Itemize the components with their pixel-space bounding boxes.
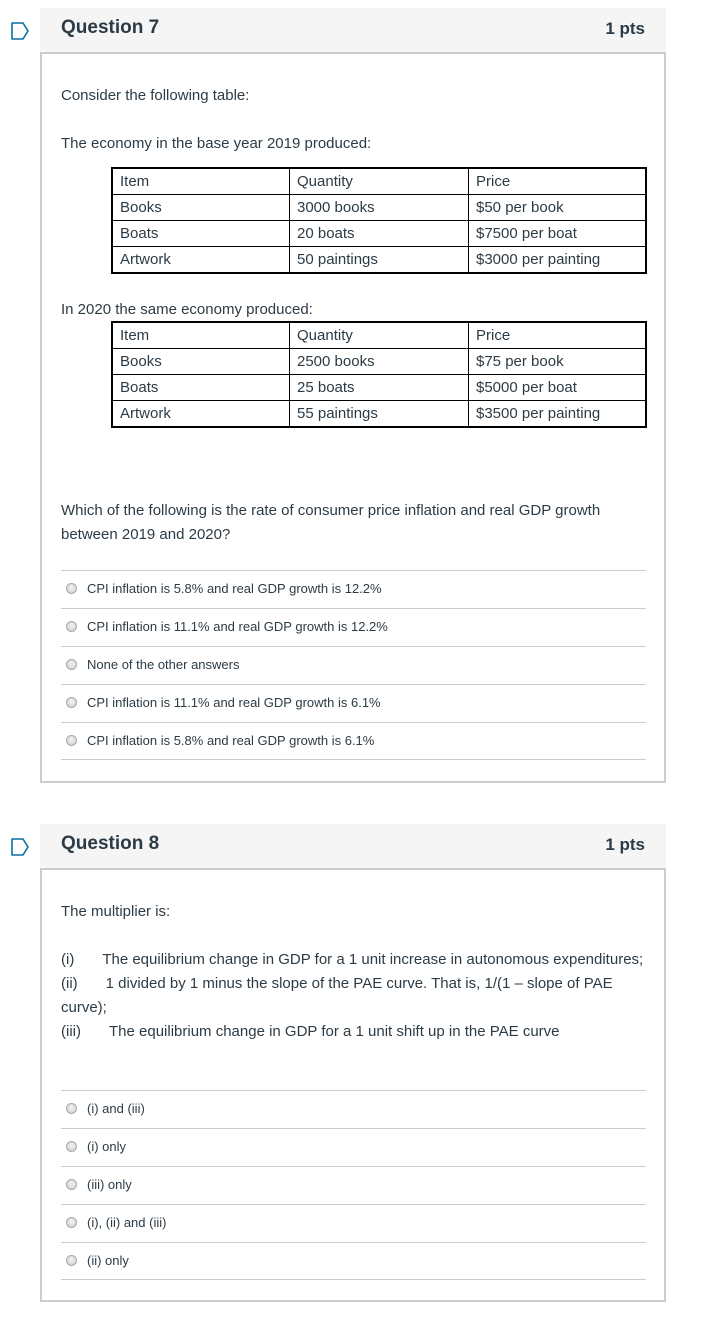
question-intro: The multiplier is: bbox=[61, 903, 171, 920]
table-row bbox=[112, 375, 646, 401]
question-8 bbox=[40, 824, 666, 1302]
radio-button[interactable] bbox=[66, 659, 77, 670]
radio-button[interactable] bbox=[66, 1141, 77, 1152]
radio-button[interactable] bbox=[66, 1103, 77, 1114]
item-number: (iii) bbox=[61, 1023, 81, 1040]
table-caption: In 2020 the same economy produced: bbox=[61, 301, 313, 318]
question-title: Question 7 bbox=[61, 17, 160, 38]
answer-label[interactable]: CPI inflation is 5.8% and real GDP growth is 12.2% bbox=[87, 581, 382, 596]
multiplier-item bbox=[61, 948, 646, 972]
question-body bbox=[40, 54, 666, 783]
table-cell: Quantity bbox=[290, 168, 469, 195]
item-text: The equilibrium change in GDP for a 1 unit shift up in the PAE curve bbox=[109, 1023, 560, 1040]
table-row bbox=[112, 349, 646, 375]
question-header bbox=[40, 8, 666, 54]
table-cell: 25 boats bbox=[290, 375, 469, 401]
table-row bbox=[112, 247, 646, 274]
table-cell: 3000 books bbox=[290, 195, 469, 221]
answer-option[interactable] bbox=[61, 1204, 646, 1242]
answer-option[interactable] bbox=[61, 1166, 646, 1204]
table-row bbox=[112, 195, 646, 221]
multiplier-item bbox=[61, 1020, 646, 1044]
answer-option[interactable] bbox=[61, 722, 646, 760]
table-cell: Artwork bbox=[112, 401, 290, 428]
answer-option[interactable] bbox=[61, 1090, 646, 1128]
radio-button[interactable] bbox=[66, 583, 77, 594]
answer-label[interactable]: (i) and (iii) bbox=[87, 1101, 145, 1116]
table-cell: Item bbox=[112, 322, 290, 349]
table-cell: Boats bbox=[112, 221, 290, 247]
answer-list bbox=[61, 570, 646, 760]
radio-button[interactable] bbox=[66, 1179, 77, 1190]
answer-option[interactable] bbox=[61, 1128, 646, 1166]
answer-option[interactable] bbox=[61, 1242, 646, 1280]
table-cell: Price bbox=[469, 322, 647, 349]
answer-option[interactable] bbox=[61, 608, 646, 646]
table-row bbox=[112, 322, 646, 349]
answer-option[interactable] bbox=[61, 684, 646, 722]
table-cell: Artwork bbox=[112, 247, 290, 274]
table-row bbox=[112, 221, 646, 247]
table-cell: $7500 per boat bbox=[469, 221, 647, 247]
question-points: 1 pts bbox=[605, 19, 645, 38]
radio-button[interactable] bbox=[66, 621, 77, 632]
table-cell: Quantity bbox=[290, 322, 469, 349]
table-row bbox=[112, 168, 646, 195]
question-prompt: Which of the following is the rate of consumer price inflation and real GDP growth between 2019 and 2020? bbox=[61, 502, 601, 543]
answer-label[interactable]: (i), (ii) and (iii) bbox=[87, 1215, 167, 1230]
answer-option[interactable] bbox=[61, 570, 646, 608]
table-cell: Price bbox=[469, 168, 647, 195]
table-cell: 2500 books bbox=[290, 349, 469, 375]
question-body bbox=[40, 870, 666, 1302]
answer-label[interactable]: CPI inflation is 11.1% and real GDP growth is 6.1% bbox=[87, 695, 381, 710]
radio-button[interactable] bbox=[66, 697, 77, 708]
radio-button[interactable] bbox=[66, 1255, 77, 1266]
answer-label[interactable]: (iii) only bbox=[87, 1177, 132, 1192]
radio-button[interactable] bbox=[66, 735, 77, 746]
multiplier-items bbox=[61, 948, 646, 1044]
year-2020-table bbox=[111, 321, 647, 428]
bookmark-flag-icon[interactable] bbox=[11, 838, 29, 856]
answer-label[interactable]: CPI inflation is 5.8% and real GDP growth is 6.1% bbox=[87, 733, 375, 748]
table-row bbox=[112, 401, 646, 428]
table-cell: 50 paintings bbox=[290, 247, 469, 274]
answer-option[interactable] bbox=[61, 646, 646, 684]
answer-label[interactable]: (ii) only bbox=[87, 1253, 129, 1268]
question-title: Question 8 bbox=[61, 833, 160, 854]
base-year-table bbox=[111, 167, 647, 274]
item-text: 1 divided by 1 minus the slope of the PAE curve. That is, 1/(1 – slope of PAE curve); bbox=[61, 975, 613, 1016]
question-header bbox=[40, 824, 666, 870]
item-number: (ii) bbox=[61, 975, 78, 992]
item-text: The equilibrium change in GDP for a 1 unit increase in autonomous expenditures; bbox=[102, 951, 644, 968]
answer-list bbox=[61, 1090, 646, 1280]
question-points: 1 pts bbox=[605, 835, 645, 854]
question-7 bbox=[40, 8, 666, 783]
multiplier-item bbox=[61, 972, 646, 1020]
table-caption: The economy in the base year 2019 produced: bbox=[61, 135, 372, 152]
table-cell: $75 per book bbox=[469, 349, 647, 375]
table-cell: $50 per book bbox=[469, 195, 647, 221]
table-cell: Books bbox=[112, 195, 290, 221]
table-cell: Books bbox=[112, 349, 290, 375]
table-cell: Boats bbox=[112, 375, 290, 401]
radio-button[interactable] bbox=[66, 1217, 77, 1228]
question-intro: Consider the following table: bbox=[61, 87, 250, 104]
table-cell: 20 boats bbox=[290, 221, 469, 247]
table-cell: $3000 per painting bbox=[469, 247, 647, 274]
table-cell: Item bbox=[112, 168, 290, 195]
bookmark-flag-icon[interactable] bbox=[11, 22, 29, 40]
answer-label[interactable]: CPI inflation is 11.1% and real GDP growth is 12.2% bbox=[87, 619, 388, 634]
table-cell: $5000 per boat bbox=[469, 375, 647, 401]
table-cell: 55 paintings bbox=[290, 401, 469, 428]
answer-label[interactable]: None of the other answers bbox=[87, 657, 240, 672]
answer-label[interactable]: (i) only bbox=[87, 1139, 127, 1154]
item-number: (i) bbox=[61, 951, 75, 968]
table-cell: $3500 per painting bbox=[469, 401, 647, 428]
